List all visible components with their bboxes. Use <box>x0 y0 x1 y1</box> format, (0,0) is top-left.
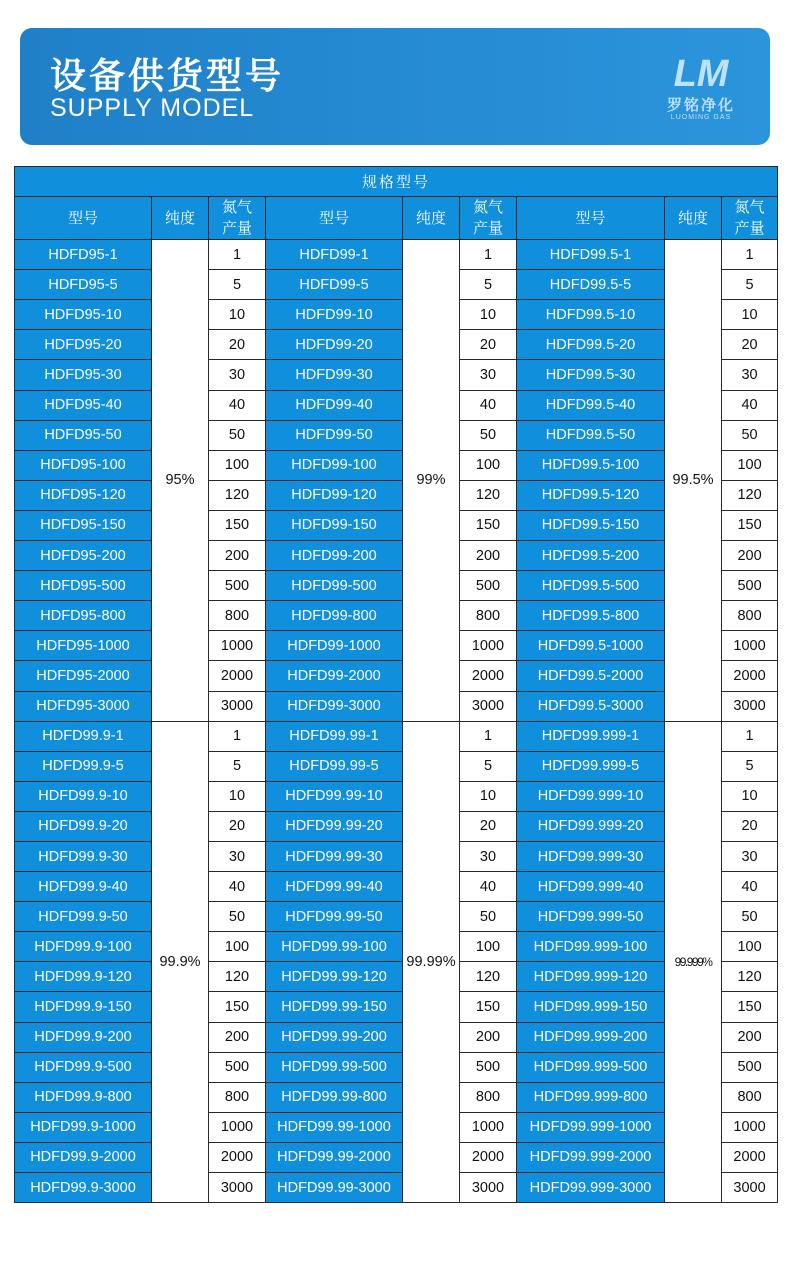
model-cell: HDFD95-20 <box>15 330 152 360</box>
model-cell: HDFD99.5-20 <box>517 330 665 360</box>
capacity-cell: 1 <box>460 240 517 270</box>
capacity-cell: 10 <box>722 300 778 330</box>
capacity-cell: 1000 <box>722 631 778 661</box>
column-header-capacity: 氮气 产量 <box>722 197 778 240</box>
capacity-cell: 30 <box>722 841 778 871</box>
capacity-cell: 1 <box>722 240 778 270</box>
page-subtitle: SUPPLY MODEL <box>50 94 255 122</box>
capacity-cell: 5 <box>460 270 517 300</box>
capacity-cell: 500 <box>209 571 266 601</box>
model-cell: HDFD99.999-2000 <box>517 1142 665 1172</box>
model-cell: HDFD95-120 <box>15 480 152 510</box>
table-row <box>15 330 778 360</box>
table-row <box>15 1173 778 1203</box>
capacity-cell: 5 <box>209 751 266 781</box>
model-cell: HDFD99.99-1 <box>266 721 403 751</box>
model-cell: HDFD99-40 <box>266 390 403 420</box>
capacity-cell: 20 <box>460 811 517 841</box>
capacity-cell: 50 <box>209 420 266 450</box>
capacity-cell: 500 <box>209 1052 266 1082</box>
capacity-cell: 1 <box>722 721 778 751</box>
capacity-cell: 40 <box>460 390 517 420</box>
capacity-cell: 200 <box>460 1022 517 1052</box>
model-cell: HDFD99.99-3000 <box>266 1173 403 1203</box>
model-cell: HDFD99.999-1 <box>517 721 665 751</box>
model-cell: HDFD99.9-20 <box>15 811 152 841</box>
model-cell: HDFD99-150 <box>266 510 403 540</box>
capacity-cell: 50 <box>722 902 778 932</box>
capacity-cell: 1 <box>209 721 266 751</box>
table-row <box>15 541 778 571</box>
model-cell: HDFD99-500 <box>266 571 403 601</box>
capacity-cell: 150 <box>209 992 266 1022</box>
capacity-cell: 30 <box>209 360 266 390</box>
model-cell: HDFD99.5-5 <box>517 270 665 300</box>
model-cell: HDFD99.5-500 <box>517 571 665 601</box>
model-cell: HDFD99.99-2000 <box>266 1142 403 1172</box>
capacity-cell: 120 <box>722 480 778 510</box>
model-cell: HDFD95-2000 <box>15 661 152 691</box>
capacity-cell: 30 <box>722 360 778 390</box>
purity-cell: 99.999% <box>665 721 722 1203</box>
capacity-cell: 120 <box>209 962 266 992</box>
table-row <box>15 1112 778 1142</box>
capacity-cell: 200 <box>722 541 778 571</box>
table-row <box>15 962 778 992</box>
table-row <box>15 781 778 811</box>
capacity-cell: 3000 <box>722 1173 778 1203</box>
capacity-cell: 3000 <box>722 691 778 721</box>
model-cell: HDFD99.99-500 <box>266 1052 403 1082</box>
capacity-cell: 1000 <box>460 1112 517 1142</box>
capacity-cell: 10 <box>209 300 266 330</box>
table-row <box>15 510 778 540</box>
table-row <box>15 872 778 902</box>
capacity-cell: 30 <box>209 841 266 871</box>
capacity-cell: 120 <box>722 962 778 992</box>
capacity-cell: 1000 <box>209 1112 266 1142</box>
model-cell: HDFD99.9-5 <box>15 751 152 781</box>
capacity-cell: 2000 <box>209 661 266 691</box>
model-cell: HDFD99.99-150 <box>266 992 403 1022</box>
capacity-cell: 10 <box>722 781 778 811</box>
model-cell: HDFD99.999-10 <box>517 781 665 811</box>
model-cell: HDFD99.999-1000 <box>517 1112 665 1142</box>
capacity-cell: 40 <box>722 872 778 902</box>
capacity-cell: 800 <box>722 601 778 631</box>
table-row <box>15 932 778 962</box>
capacity-cell: 30 <box>460 360 517 390</box>
table-row <box>15 390 778 420</box>
capacity-cell: 3000 <box>209 691 266 721</box>
model-cell: HDFD99.5-50 <box>517 420 665 450</box>
table-row <box>15 420 778 450</box>
model-cell: HDFD99-10 <box>266 300 403 330</box>
logo-mark-icon <box>662 52 740 94</box>
column-header-purity: 纯度 <box>403 197 460 240</box>
column-header-purity: 纯度 <box>665 197 722 240</box>
capacity-cell: 500 <box>460 1052 517 1082</box>
model-cell: HDFD99.9-120 <box>15 962 152 992</box>
capacity-cell: 2000 <box>209 1142 266 1172</box>
model-cell: HDFD95-10 <box>15 300 152 330</box>
capacity-cell: 20 <box>460 330 517 360</box>
table-row <box>15 360 778 390</box>
model-cell: HDFD99.999-30 <box>517 841 665 871</box>
model-cell: HDFD99-5 <box>266 270 403 300</box>
logo-english-name: LUOMING GAS <box>670 114 732 121</box>
capacity-cell: 2000 <box>722 1142 778 1172</box>
table-row <box>15 571 778 601</box>
column-header-capacity: 氮气 产量 <box>209 197 266 240</box>
capacity-cell: 50 <box>209 902 266 932</box>
capacity-cell: 100 <box>722 932 778 962</box>
model-cell: HDFD99.999-120 <box>517 962 665 992</box>
capacity-cell: 800 <box>209 1082 266 1112</box>
capacity-cell: 2000 <box>722 661 778 691</box>
model-cell: HDFD99-30 <box>266 360 403 390</box>
model-cell: HDFD99.5-40 <box>517 390 665 420</box>
table-row <box>15 631 778 661</box>
model-cell: HDFD99.999-800 <box>517 1082 665 1112</box>
capacity-cell: 500 <box>722 1052 778 1082</box>
capacity-cell: 20 <box>209 330 266 360</box>
model-cell: HDFD99.9-40 <box>15 872 152 902</box>
capacity-cell: 100 <box>722 450 778 480</box>
capacity-cell: 40 <box>460 872 517 902</box>
table-row <box>15 240 778 270</box>
column-header-purity: 纯度 <box>152 197 209 240</box>
capacity-cell: 150 <box>722 992 778 1022</box>
model-cell: HDFD99.999-50 <box>517 902 665 932</box>
table-row <box>15 902 778 932</box>
page-title: 设备供货型号 <box>50 56 285 97</box>
model-cell: HDFD99-1000 <box>266 631 403 661</box>
model-cell: HDFD95-200 <box>15 541 152 571</box>
capacity-cell: 30 <box>460 841 517 871</box>
model-cell: HDFD99.9-800 <box>15 1082 152 1112</box>
purity-cell: 95% <box>152 240 209 722</box>
model-cell: HDFD99.9-30 <box>15 841 152 871</box>
table-row <box>15 721 778 751</box>
model-cell: HDFD99.5-100 <box>517 450 665 480</box>
model-cell: HDFD95-5 <box>15 270 152 300</box>
model-cell: HDFD99.9-2000 <box>15 1142 152 1172</box>
model-cell: HDFD99.9-1 <box>15 721 152 751</box>
header-banner <box>20 28 770 145</box>
model-cell: HDFD95-40 <box>15 390 152 420</box>
capacity-cell: 20 <box>722 811 778 841</box>
column-header-capacity: 氮气 产量 <box>460 197 517 240</box>
capacity-cell: 10 <box>209 781 266 811</box>
model-cell: HDFD99.9-500 <box>15 1052 152 1082</box>
capacity-cell: 200 <box>209 1022 266 1052</box>
capacity-cell: 3000 <box>460 1173 517 1203</box>
capacity-cell: 1000 <box>460 631 517 661</box>
model-cell: HDFD95-500 <box>15 571 152 601</box>
capacity-cell: 1 <box>209 240 266 270</box>
capacity-cell: 100 <box>209 450 266 480</box>
capacity-cell: 20 <box>209 811 266 841</box>
purity-cell: 99.9% <box>152 721 209 1203</box>
capacity-cell: 10 <box>460 781 517 811</box>
model-cell: HDFD99.5-200 <box>517 541 665 571</box>
model-cell: HDFD99-1 <box>266 240 403 270</box>
model-cell: HDFD99.5-10 <box>517 300 665 330</box>
table-row <box>15 661 778 691</box>
model-cell: HDFD99.99-30 <box>266 841 403 871</box>
model-cell: HDFD99.9-10 <box>15 781 152 811</box>
capacity-cell: 120 <box>460 962 517 992</box>
table-row <box>15 992 778 1022</box>
capacity-cell: 150 <box>209 510 266 540</box>
model-cell: HDFD99.9-3000 <box>15 1173 152 1203</box>
model-cell: HDFD99.999-40 <box>517 872 665 902</box>
capacity-cell: 200 <box>722 1022 778 1052</box>
capacity-cell: 800 <box>722 1082 778 1112</box>
model-cell: HDFD99-2000 <box>266 661 403 691</box>
model-cell: HDFD95-150 <box>15 510 152 540</box>
model-cell: HDFD99.9-200 <box>15 1022 152 1052</box>
capacity-cell: 20 <box>722 330 778 360</box>
capacity-cell: 800 <box>460 1082 517 1112</box>
model-cell: HDFD99.9-1000 <box>15 1112 152 1142</box>
capacity-cell: 5 <box>722 270 778 300</box>
model-cell: HDFD95-800 <box>15 601 152 631</box>
column-header-model: 型号 <box>517 197 665 240</box>
logo-mark-text: LM <box>673 53 729 94</box>
capacity-cell: 100 <box>460 932 517 962</box>
model-cell: HDFD99.99-50 <box>266 902 403 932</box>
capacity-cell: 50 <box>460 420 517 450</box>
model-cell: HDFD99-100 <box>266 450 403 480</box>
capacity-cell: 10 <box>460 300 517 330</box>
logo-chinese-name: 罗铭净化 <box>666 96 735 114</box>
model-cell: HDFD99-120 <box>266 480 403 510</box>
table-row <box>15 1052 778 1082</box>
column-header-model: 型号 <box>266 197 403 240</box>
model-cell: HDFD99.5-3000 <box>517 691 665 721</box>
table-row <box>15 691 778 721</box>
purity-cell: 99% <box>403 240 460 722</box>
model-cell: HDFD99.99-1000 <box>266 1112 403 1142</box>
capacity-cell: 100 <box>460 450 517 480</box>
model-cell: HDFD95-1 <box>15 240 152 270</box>
model-cell: HDFD99.999-3000 <box>517 1173 665 1203</box>
model-cell: HDFD99.99-5 <box>266 751 403 781</box>
capacity-cell: 500 <box>460 571 517 601</box>
model-cell: HDFD99.999-5 <box>517 751 665 781</box>
capacity-cell: 2000 <box>460 661 517 691</box>
capacity-cell: 40 <box>209 390 266 420</box>
model-cell: HDFD99.99-120 <box>266 962 403 992</box>
table-row <box>15 751 778 781</box>
table-row <box>15 270 778 300</box>
model-cell: HDFD99-200 <box>266 541 403 571</box>
model-cell: HDFD99.99-10 <box>266 781 403 811</box>
table-row <box>15 480 778 510</box>
table-row <box>15 841 778 871</box>
model-cell: HDFD99.9-150 <box>15 992 152 1022</box>
capacity-cell: 150 <box>460 510 517 540</box>
table-row <box>15 450 778 480</box>
capacity-cell: 3000 <box>460 691 517 721</box>
model-cell: HDFD99.99-200 <box>266 1022 403 1052</box>
capacity-cell: 150 <box>722 510 778 540</box>
purity-cell: 99.5% <box>665 240 722 722</box>
model-cell: HDFD99.999-200 <box>517 1022 665 1052</box>
table-row <box>15 1082 778 1112</box>
table-row <box>15 811 778 841</box>
capacity-cell: 120 <box>209 480 266 510</box>
capacity-cell: 100 <box>209 932 266 962</box>
model-cell: HDFD99.99-800 <box>266 1082 403 1112</box>
model-cell: HDFD99.5-1 <box>517 240 665 270</box>
capacity-cell: 40 <box>722 390 778 420</box>
capacity-cell: 50 <box>460 902 517 932</box>
model-cell: HDFD95-1000 <box>15 631 152 661</box>
model-cell: HDFD95-50 <box>15 420 152 450</box>
spec-table <box>14 166 778 1203</box>
table-title: 规格型号 <box>15 167 778 197</box>
model-cell: HDFD99-3000 <box>266 691 403 721</box>
capacity-cell: 1 <box>460 721 517 751</box>
model-cell: HDFD99.5-30 <box>517 360 665 390</box>
capacity-cell: 1000 <box>722 1112 778 1142</box>
model-cell: HDFD99.99-20 <box>266 811 403 841</box>
capacity-cell: 5 <box>722 751 778 781</box>
capacity-cell: 200 <box>209 541 266 571</box>
model-cell: HDFD99.5-120 <box>517 480 665 510</box>
model-cell: HDFD99.999-500 <box>517 1052 665 1082</box>
capacity-cell: 5 <box>209 270 266 300</box>
capacity-cell: 1000 <box>209 631 266 661</box>
column-header-model: 型号 <box>15 197 152 240</box>
model-cell: HDFD99.99-100 <box>266 932 403 962</box>
model-cell: HDFD99.999-150 <box>517 992 665 1022</box>
capacity-cell: 800 <box>209 601 266 631</box>
model-cell: HDFD99.5-800 <box>517 601 665 631</box>
capacity-cell: 500 <box>722 571 778 601</box>
model-cell: HDFD99.99-40 <box>266 872 403 902</box>
model-cell: HDFD99-50 <box>266 420 403 450</box>
table-row <box>15 1022 778 1052</box>
company-logo <box>660 52 742 126</box>
model-cell: HDFD95-100 <box>15 450 152 480</box>
capacity-cell: 120 <box>460 480 517 510</box>
capacity-cell: 2000 <box>460 1142 517 1172</box>
model-cell: HDFD99.999-100 <box>517 932 665 962</box>
model-cell: HDFD99.9-50 <box>15 902 152 932</box>
purity-cell: 99.99% <box>403 721 460 1203</box>
table-row <box>15 300 778 330</box>
model-cell: HDFD99.5-1000 <box>517 631 665 661</box>
model-cell: HDFD99-20 <box>266 330 403 360</box>
capacity-cell: 200 <box>460 541 517 571</box>
capacity-cell: 5 <box>460 751 517 781</box>
capacity-cell: 40 <box>209 872 266 902</box>
capacity-cell: 150 <box>460 992 517 1022</box>
model-cell: HDFD99.5-150 <box>517 510 665 540</box>
model-cell: HDFD99.5-2000 <box>517 661 665 691</box>
table-row <box>15 601 778 631</box>
model-cell: HDFD99.999-20 <box>517 811 665 841</box>
capacity-cell: 800 <box>460 601 517 631</box>
capacity-cell: 3000 <box>209 1173 266 1203</box>
model-cell: HDFD99.9-100 <box>15 932 152 962</box>
model-cell: HDFD95-3000 <box>15 691 152 721</box>
capacity-cell: 50 <box>722 420 778 450</box>
table-row <box>15 1142 778 1172</box>
model-cell: HDFD95-30 <box>15 360 152 390</box>
model-cell: HDFD99-800 <box>266 601 403 631</box>
